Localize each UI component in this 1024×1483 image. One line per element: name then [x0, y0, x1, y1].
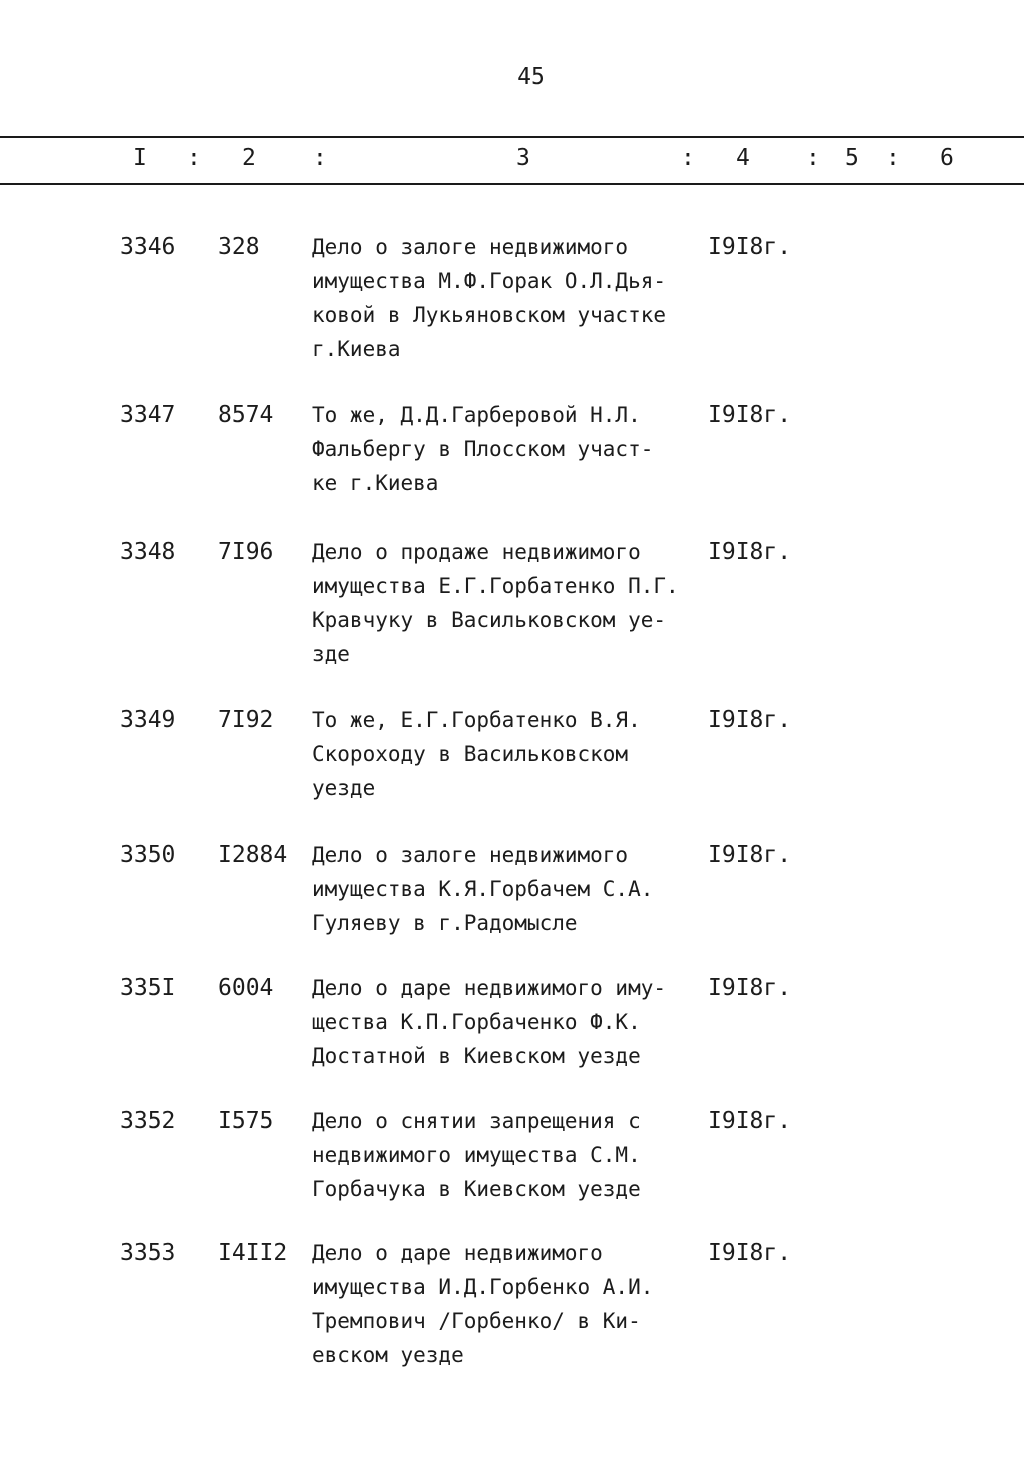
description-line: имущества М.Ф.Горак О.Л.Дья-	[312, 269, 667, 293]
entry-description	[312, 1236, 653, 1372]
header-col-2: 2	[242, 145, 256, 171]
description-line: ковой в Лукьяновском участке	[312, 303, 667, 327]
entry-description	[312, 971, 666, 1073]
description-line: зде	[312, 642, 350, 666]
description-line: Дело о даре недвижимого иму-	[312, 976, 667, 1000]
entry-description	[312, 703, 641, 805]
entry-number: 3350	[120, 842, 176, 868]
header-separator: :	[681, 145, 695, 171]
description-line: уезде	[312, 776, 376, 800]
header-col-6: 6	[940, 145, 954, 171]
table-header-rule	[0, 183, 1024, 185]
entry-code: I2884	[218, 842, 288, 868]
page-number: 45	[517, 64, 545, 90]
entry-year: I9I8г.	[708, 707, 792, 733]
entry-code: 328	[218, 234, 260, 260]
entry-number: 3349	[120, 707, 176, 733]
description-line: Фальбергу в Плосском участ-	[312, 437, 654, 461]
entry-number: 3353	[120, 1240, 176, 1266]
header-col-4: 4	[736, 145, 750, 171]
entry-description	[312, 230, 666, 366]
entry-code: 8574	[218, 402, 274, 428]
description-line: имущества К.Я.Горбачем С.А.	[312, 877, 654, 901]
entry-number: 3347	[120, 402, 176, 428]
entry-year: I9I8г.	[708, 1108, 792, 1134]
entry-year: I9I8г.	[708, 234, 792, 260]
entry-code: I575	[218, 1108, 274, 1134]
description-line: Дело о продаже недвижимого	[312, 540, 641, 564]
header-separator: :	[806, 145, 820, 171]
description-line: Скороходу в Васильковском	[312, 742, 629, 766]
entry-year: I9I8г.	[708, 539, 792, 565]
description-line: То же, Д.Д.Гарберовой Н.Л.	[312, 403, 641, 427]
entry-code: 7I92	[218, 707, 274, 733]
entry-year: I9I8г.	[708, 1240, 792, 1266]
entry-number: 3348	[120, 539, 176, 565]
entry-number: 3346	[120, 234, 176, 260]
description-line: недвижимого имущества С.М.	[312, 1143, 641, 1167]
description-line: То же, Е.Г.Горбатенко В.Я.	[312, 708, 641, 732]
entry-description	[312, 1104, 641, 1206]
entry-description	[312, 838, 653, 940]
description-line: щества К.П.Горбаченко Ф.К.	[312, 1010, 641, 1034]
entry-code: 7I96	[218, 539, 274, 565]
table-top-rule	[0, 136, 1024, 138]
description-line: Тремпович /Горбенко/ в Ки-	[312, 1309, 641, 1333]
description-line: Горбачука в Киевском уезде	[312, 1177, 641, 1201]
entry-year: I9I8г.	[708, 975, 792, 1001]
description-line: имущества И.Д.Горбенко А.И.	[312, 1275, 654, 1299]
entry-description	[312, 398, 653, 500]
description-line: Достатной в Киевском уезде	[312, 1044, 641, 1068]
description-line: ке г.Киева	[312, 471, 439, 495]
description-line: Дело о снятии запрещения с	[312, 1109, 641, 1133]
entry-description	[312, 535, 679, 671]
description-line: евском уезде	[312, 1343, 464, 1367]
description-line: г.Киева	[312, 337, 401, 361]
description-line: Дело о залоге недвижимого	[312, 235, 629, 259]
entry-code: I4II2	[218, 1240, 288, 1266]
header-col-3: 3	[516, 145, 530, 171]
description-line: Гуляеву в г.Радомысле	[312, 911, 578, 935]
header-separator: :	[886, 145, 900, 171]
header-col-1: I	[133, 145, 147, 171]
entry-code: 6004	[218, 975, 274, 1001]
description-line: Кравчуку в Васильковском уе-	[312, 608, 667, 632]
header-separator: :	[313, 145, 327, 171]
entry-year: I9I8г.	[708, 842, 792, 868]
header-col-5: 5	[845, 145, 859, 171]
entry-number: 335I	[120, 975, 176, 1001]
description-line: Дело о залоге недвижимого	[312, 843, 629, 867]
description-line: имущества Е.Г.Горбатенко П.Г.	[312, 574, 679, 598]
entry-year: I9I8г.	[708, 402, 792, 428]
header-separator: :	[187, 145, 201, 171]
entry-number: 3352	[120, 1108, 176, 1134]
description-line: Дело о даре недвижимого	[312, 1241, 603, 1265]
